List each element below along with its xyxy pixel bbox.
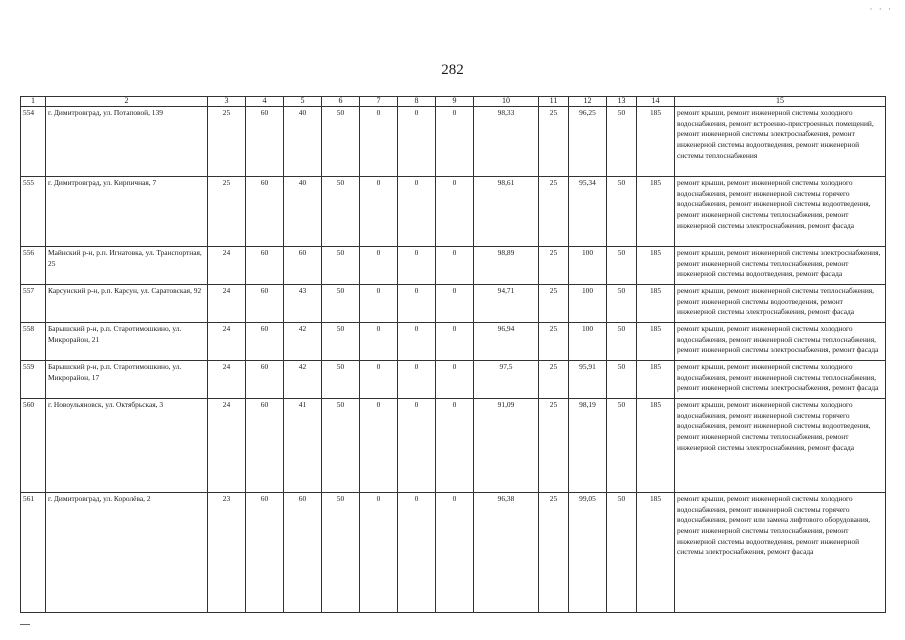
cell-c14: 185 [637, 106, 675, 176]
cell-c14: 185 [637, 492, 675, 612]
cell-c7: 0 [360, 284, 398, 322]
cell-c6: 50 [322, 246, 360, 284]
table-row [21, 492, 886, 612]
header-row [21, 97, 886, 107]
cell-c12: 95,91 [569, 360, 607, 398]
cell-c8: 0 [398, 360, 436, 398]
cell-c4: 60 [246, 246, 284, 284]
cell-c9: 0 [436, 492, 474, 612]
cell-c13: 50 [607, 492, 637, 612]
cell-c11: 25 [539, 322, 569, 360]
table-row [21, 322, 886, 360]
cell-c14: 185 [637, 322, 675, 360]
header-cell: 7 [360, 97, 398, 107]
table-row [21, 284, 886, 322]
cell-c8: 0 [398, 246, 436, 284]
cell-c8: 0 [398, 398, 436, 492]
cell-no: 555 [21, 176, 46, 246]
header-cell: 11 [539, 97, 569, 107]
cell-no: 554 [21, 106, 46, 176]
cell-address: г. Димитровград, ул. Потаповой, 139 [46, 106, 208, 176]
cell-c9: 0 [436, 284, 474, 322]
cell-c14: 185 [637, 246, 675, 284]
cell-c10: 94,71 [474, 284, 539, 322]
cell-c11: 25 [539, 246, 569, 284]
cell-c4: 60 [246, 106, 284, 176]
cell-c12: 95,34 [569, 176, 607, 246]
cell-c3: 25 [208, 176, 246, 246]
cell-c6: 50 [322, 322, 360, 360]
cell-c4: 60 [246, 492, 284, 612]
cell-c12: 98,19 [569, 398, 607, 492]
cell-c3: 23 [208, 492, 246, 612]
cell-c10: 97,5 [474, 360, 539, 398]
cell-c3: 24 [208, 322, 246, 360]
cell-c13: 50 [607, 176, 637, 246]
cell-c9: 0 [436, 176, 474, 246]
cell-c5: 40 [284, 106, 322, 176]
cell-c4: 60 [246, 322, 284, 360]
cell-no: 559 [21, 360, 46, 398]
cell-c14: 185 [637, 176, 675, 246]
cell-c9: 0 [436, 360, 474, 398]
header-cell: 15 [675, 97, 886, 107]
cell-c6: 50 [322, 106, 360, 176]
header-cell: 12 [569, 97, 607, 107]
header-cell: 2 [46, 97, 208, 107]
cell-c5: 42 [284, 322, 322, 360]
cell-c4: 60 [246, 176, 284, 246]
header-cell: 5 [284, 97, 322, 107]
cell-c6: 50 [322, 176, 360, 246]
table-row [21, 246, 886, 284]
cell-c7: 0 [360, 176, 398, 246]
cell-c14: 185 [637, 360, 675, 398]
header-cell: 9 [436, 97, 474, 107]
cell-works: ремонт крыши, ремонт инженерной системы теплоснабжения, ремонт инженерной системы водоотведения, ремонт инженерной системы электроснабжения, ремонт фасада [675, 284, 886, 322]
repair-table [20, 96, 886, 613]
header-cell: 3 [208, 97, 246, 107]
cell-address: Барышский р-н, р.п. Старотимошкино, ул. Микрорайон, 21 [46, 322, 208, 360]
cell-address: Майнский р-н, р.п. Игнатовка, ул. Транспортная, 25 [46, 246, 208, 284]
cell-c10: 91,09 [474, 398, 539, 492]
header-cell: 14 [637, 97, 675, 107]
header-cell: 1 [21, 97, 46, 107]
cell-no: 557 [21, 284, 46, 322]
header-cell: 10 [474, 97, 539, 107]
cell-c7: 0 [360, 492, 398, 612]
cell-c10: 96,38 [474, 492, 539, 612]
cell-no: 561 [21, 492, 46, 612]
page-number: 282 [441, 62, 464, 78]
cell-c8: 0 [398, 492, 436, 612]
cell-c6: 50 [322, 398, 360, 492]
cell-c7: 0 [360, 322, 398, 360]
cell-c11: 25 [539, 284, 569, 322]
cell-c3: 24 [208, 284, 246, 322]
cell-c7: 0 [360, 246, 398, 284]
cell-no: 560 [21, 398, 46, 492]
cell-works: ремонт крыши, ремонт инженерной системы холодного водоснабжения, ремонт встроенно-пристроенных помещений, ремонт инженерной системы электроснабжения, ремонт инженерной системы водоотведения, ремонт инженерной системы теплоснабжения [675, 106, 886, 176]
cell-c7: 0 [360, 360, 398, 398]
cell-c12: 100 [569, 246, 607, 284]
header-cell: 8 [398, 97, 436, 107]
cell-c14: 185 [637, 398, 675, 492]
table-row [21, 398, 886, 492]
cell-c10: 98,33 [474, 106, 539, 176]
cell-c13: 50 [607, 360, 637, 398]
cell-c10: 96,94 [474, 322, 539, 360]
cell-c11: 25 [539, 492, 569, 612]
cell-c8: 0 [398, 106, 436, 176]
cell-c7: 0 [360, 106, 398, 176]
cell-address: г. Димитровград, ул. Королёва, 2 [46, 492, 208, 612]
cell-c5: 41 [284, 398, 322, 492]
corner-mark: · · · [869, 4, 893, 14]
cell-no: 558 [21, 322, 46, 360]
cell-c9: 0 [436, 246, 474, 284]
cell-c12: 96,25 [569, 106, 607, 176]
cell-c12: 100 [569, 284, 607, 322]
cell-c13: 50 [607, 106, 637, 176]
cell-c7: 0 [360, 398, 398, 492]
cell-address: Карсунский р-н, р.п. Карсун, ул. Саратовская, 92 [46, 284, 208, 322]
cell-c6: 50 [322, 284, 360, 322]
cell-c10: 98,61 [474, 176, 539, 246]
cell-c5: 60 [284, 246, 322, 284]
cell-c11: 25 [539, 176, 569, 246]
header-cell: 6 [322, 97, 360, 107]
cell-c14: 185 [637, 284, 675, 322]
cell-c11: 25 [539, 398, 569, 492]
cell-c3: 25 [208, 106, 246, 176]
cell-no: 556 [21, 246, 46, 284]
cell-c5: 60 [284, 492, 322, 612]
cell-address: Барышский р-н, р.п. Старотимошкино, ул. Микрорайон, 17 [46, 360, 208, 398]
cell-works: ремонт крыши, ремонт инженерной системы холодного водоснабжения, ремонт инженерной системы теплоснабжения, ремонт инженерной системы электроснабжения, ремонт фасада [675, 360, 886, 398]
cell-c4: 60 [246, 398, 284, 492]
cell-c4: 60 [246, 284, 284, 322]
cell-c13: 50 [607, 398, 637, 492]
cell-c13: 50 [607, 322, 637, 360]
cell-works: ремонт крыши, ремонт инженерной системы холодного водоснабжения, ремонт инженерной системы горячего водоснабжения, ремонт инженерной системы водоотведения, ремонт инженерной системы теплоснабжения, ремонт инженерной системы электроснабжения, ремонт фасада [675, 398, 886, 492]
cell-c3: 24 [208, 360, 246, 398]
cell-c13: 50 [607, 284, 637, 322]
cell-c3: 24 [208, 246, 246, 284]
cell-c5: 40 [284, 176, 322, 246]
cell-c9: 0 [436, 106, 474, 176]
cell-c5: 42 [284, 360, 322, 398]
table-row [21, 106, 886, 176]
cell-works: ремонт крыши, ремонт инженерной системы холодного водоснабжения, ремонт инженерной системы теплоснабжения, ремонт инженерной системы электроснабжения, ремонт фасада [675, 322, 886, 360]
cell-c11: 25 [539, 360, 569, 398]
cell-c13: 50 [607, 246, 637, 284]
header-cell: 4 [246, 97, 284, 107]
cell-works: ремонт крыши, ремонт инженерной системы электроснабжения, ремонт инженерной системы теплоснабжения, ремонт инженерной системы водоотведения, ремонт фасада [675, 246, 886, 284]
cell-address: г. Димитровград, ул. Кирпичная, 7 [46, 176, 208, 246]
header-cell: 13 [607, 97, 637, 107]
cell-c8: 0 [398, 284, 436, 322]
cell-address: г. Новоульяновск, ул. Октябрьская, 3 [46, 398, 208, 492]
cell-c12: 100 [569, 322, 607, 360]
cell-c9: 0 [436, 398, 474, 492]
table-row [21, 176, 886, 246]
cell-c4: 60 [246, 360, 284, 398]
cell-c8: 0 [398, 176, 436, 246]
cell-c9: 0 [436, 322, 474, 360]
table-row [21, 360, 886, 398]
cell-c11: 25 [539, 106, 569, 176]
cell-c6: 50 [322, 360, 360, 398]
cell-c3: 24 [208, 398, 246, 492]
scan-mark [20, 624, 30, 625]
cell-works: ремонт крыши, ремонт инженерной системы холодного водоснабжения, ремонт инженерной системы горячего водоснабжения, ремонт инженерной системы водоотведения, ремонт инженерной системы теплоснабжения, ремонт инженерной системы электроснабжения, ремонт фасада [675, 176, 886, 246]
cell-c12: 99,05 [569, 492, 607, 612]
cell-c6: 50 [322, 492, 360, 612]
cell-works: ремонт крыши, ремонт инженерной системы холодного водоснабжения, ремонт инженерной системы горячего водоснабжения, ремонт или замена лифтового оборудования, ремонт инженерной системы теплоснабжения, ремонт инженерной системы водоотведения, ремонт инженерной системы электроснабжения, ремонт фасада [675, 492, 886, 612]
cell-c8: 0 [398, 322, 436, 360]
cell-c5: 43 [284, 284, 322, 322]
cell-c10: 98,89 [474, 246, 539, 284]
